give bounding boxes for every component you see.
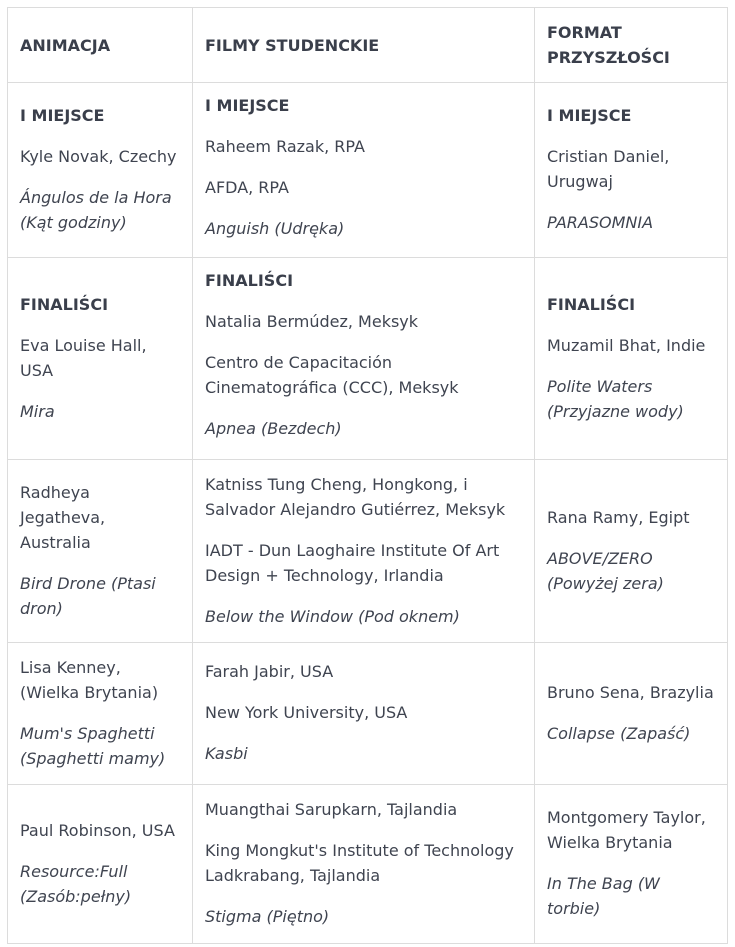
film-title: Mira bbox=[20, 401, 55, 421]
table-cell-format-przyszlosci bbox=[535, 83, 728, 258]
author-name: Muangthai Sarupkarn, Tajlandia bbox=[205, 800, 458, 819]
table-cell-filmy-studenckie bbox=[193, 258, 535, 460]
film-title: Resource:Full (Zasób:pełny) bbox=[20, 861, 132, 906]
table-cell-animacja bbox=[8, 83, 193, 258]
author-name: Montgomery Taylor, Wielka Brytania bbox=[547, 808, 706, 852]
table-cell-filmy-studenckie bbox=[193, 460, 535, 643]
award-heading: I MIEJSCE bbox=[547, 106, 632, 125]
table-cell-filmy-studenckie bbox=[193, 83, 535, 258]
table-cell-animacja bbox=[8, 643, 193, 785]
film-title: PARASOMNIA bbox=[547, 213, 654, 232]
film-title: Below the Window (Pod oknem) bbox=[205, 606, 460, 626]
table-cell-format-przyszlosci bbox=[535, 643, 728, 785]
table-row bbox=[8, 258, 728, 460]
table-row bbox=[8, 460, 728, 643]
table-cell-animacja bbox=[8, 258, 193, 460]
author-name: Rana Ramy, Egipt bbox=[547, 507, 690, 527]
film-title: In The Bag (W torbie) bbox=[547, 874, 660, 918]
film-title: Stigma (Piętno) bbox=[205, 907, 330, 926]
table-cell-filmy-studenckie bbox=[193, 785, 535, 944]
film-title: Mum's Spaghetti (Spaghetti mamy) bbox=[20, 723, 166, 768]
film-title: Kasbi bbox=[205, 744, 248, 763]
author-name: Radheya Jegatheva, Australia bbox=[20, 482, 106, 552]
author-name: Cristian Daniel, Urugwaj bbox=[547, 147, 670, 191]
table-cell-filmy-studenckie bbox=[193, 643, 535, 785]
award-heading: I MIEJSCE bbox=[205, 96, 290, 115]
header-row bbox=[8, 8, 728, 83]
award-heading: FINALIŚCI bbox=[547, 294, 636, 314]
author-name: Raheem Razak, RPA bbox=[205, 137, 365, 156]
table-row bbox=[8, 785, 728, 944]
school-name: Centro de Capacitación Cinematográfica (CCC), Meksyk bbox=[205, 353, 459, 397]
school-name: IADT - Dun Laoghaire Institute Of Art Design + Technology, Irlandia bbox=[205, 540, 500, 585]
film-title: ABOVE/ZERO (Powyżej zera) bbox=[547, 548, 664, 593]
author-name: Paul Robinson, USA bbox=[20, 820, 175, 840]
author-name: Lisa Kenney, (Wielka Brytania) bbox=[20, 657, 159, 702]
film-title: Ángulos de la Hora (Kąt godziny) bbox=[20, 188, 172, 232]
column-header-filmy-studenckie: FILMY STUDENCKIE bbox=[193, 8, 535, 83]
author-name: Farah Jabir, USA bbox=[205, 662, 334, 681]
table-cell-format-przyszlosci bbox=[535, 785, 728, 944]
award-heading: FINALIŚCI bbox=[20, 294, 109, 314]
school-name: King Mongkut's Institute of Technology Ladkrabang, Tajlandia bbox=[205, 841, 514, 885]
column-header-animacja: ANIMACJA bbox=[8, 8, 193, 83]
table-row bbox=[8, 643, 728, 785]
table-cell-animacja bbox=[8, 785, 193, 944]
film-title: Polite Waters (Przyjazne wody) bbox=[547, 376, 684, 421]
film-title: Bird Drone (Ptasi dron) bbox=[20, 573, 156, 618]
film-title: Apnea (Bezdech) bbox=[205, 419, 342, 438]
table-cell-format-przyszlosci bbox=[535, 460, 728, 643]
school-name: New York University, USA bbox=[205, 703, 408, 722]
table-cell-animacja bbox=[8, 460, 193, 643]
author-name: Katniss Tung Cheng, Hongkong, i Salvador Alejandro Gutiérrez, Meksyk bbox=[205, 474, 506, 519]
author-name: Kyle Novak, Czechy bbox=[20, 147, 177, 166]
author-name: Muzamil Bhat, Indie bbox=[547, 335, 706, 355]
author-name: Natalia Bermúdez, Meksyk bbox=[205, 312, 419, 331]
award-heading: I MIEJSCE bbox=[20, 106, 105, 125]
winners-table bbox=[7, 7, 728, 944]
column-header-format-przyszlosci: FORMAT PRZYSZŁOŚCI bbox=[535, 8, 728, 83]
author-name: Bruno Sena, Brazylia bbox=[547, 682, 714, 702]
school-name: AFDA, RPA bbox=[205, 178, 289, 197]
table-cell-format-przyszlosci bbox=[535, 258, 728, 460]
film-title: Anguish (Udręka) bbox=[205, 219, 345, 238]
table-row bbox=[8, 83, 728, 258]
award-heading: FINALIŚCI bbox=[205, 271, 294, 290]
author-name: Eva Louise Hall, USA bbox=[20, 335, 147, 380]
film-title: Collapse (Zapaść) bbox=[547, 723, 691, 743]
